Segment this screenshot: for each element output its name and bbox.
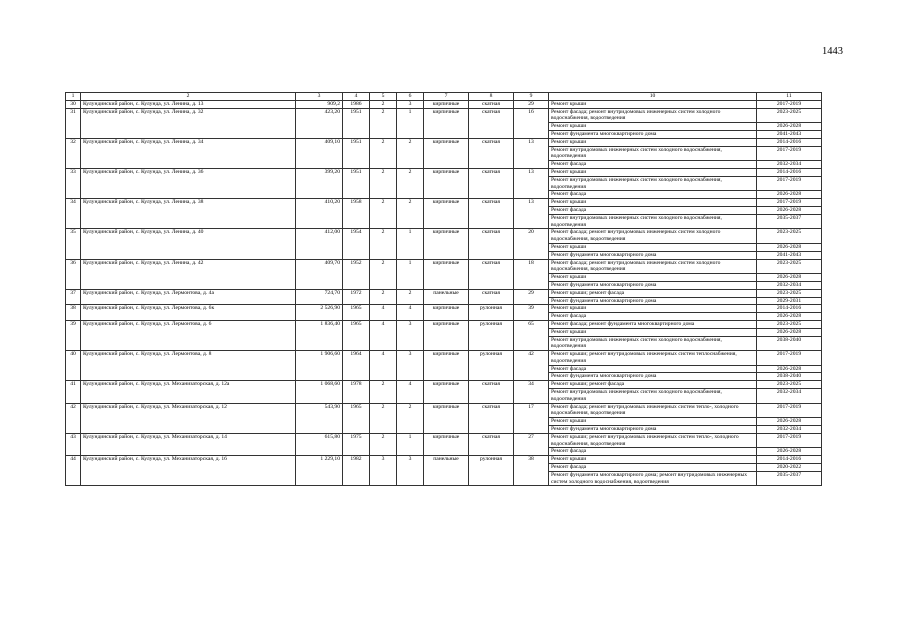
table-row: [66, 305, 822, 313]
wall-material: кирпичные: [424, 108, 469, 138]
wall-material: панельные: [424, 289, 469, 305]
repair-work: Ремонт фундамента многоквартирного дома: [549, 281, 757, 289]
row-number: 33: [66, 168, 81, 198]
entrances-count: 2: [397, 199, 424, 229]
house-area: 409,70: [296, 259, 343, 289]
repair-work: Ремонт крыши: [549, 100, 757, 108]
roof-type: скатная: [469, 100, 514, 108]
repair-period: 2032-2034: [757, 161, 822, 169]
repair-work: Ремонт крыши: [549, 274, 757, 282]
floors-count: 4: [370, 320, 397, 350]
wall-material: кирпичные: [424, 320, 469, 350]
house-area: 2 526,90: [296, 305, 343, 321]
build-year: 1975: [343, 433, 370, 455]
repair-work: Ремонт фасада: [549, 191, 757, 199]
entrances-count: 1: [397, 433, 424, 455]
house-address: Кулундинский район, с. Кулунда, ул. Механизаторская, д. 14: [81, 433, 296, 455]
repair-period: 2029-2031: [757, 297, 822, 305]
repair-work: Ремонт крыши: [549, 418, 757, 426]
table-row: [66, 138, 822, 146]
wear-percent: 18: [514, 259, 549, 289]
house-area: 410,20: [296, 199, 343, 229]
roof-type: скатная: [469, 403, 514, 433]
house-address: Кулундинский район, с. Кулунда, ул. Лермонтова, д. 6к: [81, 305, 296, 321]
repair-period: 2023-2025: [757, 289, 822, 297]
repair-work: Ремонт фундамента многоквартирного дома: [549, 426, 757, 434]
house-area: 423,20: [296, 108, 343, 138]
wall-material: кирпичные: [424, 259, 469, 289]
house-address: Кулундинский район, с. Кулунда, ул. Ленина, д. 36: [81, 168, 296, 198]
roof-type: скатная: [469, 108, 514, 138]
row-number: 36: [66, 259, 81, 289]
repair-period: 2017-2019: [757, 199, 822, 207]
roof-type: скатная: [469, 259, 514, 289]
roof-type: скатная: [469, 289, 514, 305]
wall-material: кирпичные: [424, 433, 469, 455]
entrances-count: 2: [397, 289, 424, 305]
roof-type: скатная: [469, 381, 514, 403]
table-row: [66, 289, 822, 297]
house-area: 409,10: [296, 138, 343, 168]
repair-work: Ремонт крыши: [549, 138, 757, 146]
wall-material: кирпичные: [424, 403, 469, 433]
table-row: [66, 259, 822, 274]
repair-period: 2032-2034: [757, 426, 822, 434]
wall-material: кирпичные: [424, 351, 469, 381]
wear-percent: 13: [514, 138, 549, 168]
row-number: 31: [66, 108, 81, 138]
floors-count: 2: [370, 138, 397, 168]
repair-work: Ремонт фасада; ремонт внутридомовых инженерных систем холодного водоснабжения, водоотведения: [549, 108, 757, 123]
table-row: [66, 168, 822, 176]
build-year: 1965: [343, 305, 370, 321]
house-area: 1 068,60: [296, 381, 343, 403]
roof-type: рулонная: [469, 351, 514, 381]
build-year: 1964: [343, 351, 370, 381]
repair-work: Ремонт фасада; ремонт фундамента многоквартирного дома: [549, 320, 757, 328]
repair-period: 2026-2028: [757, 448, 822, 456]
repair-period: 2041-2043: [757, 251, 822, 259]
house-area: 1 836,40: [296, 320, 343, 350]
column-header: 5: [370, 93, 397, 101]
repair-work: Ремонт крыши: [549, 123, 757, 131]
repair-period: 2026-2028: [757, 123, 822, 131]
repair-period: 2026-2028: [757, 328, 822, 336]
repair-period: 2023-2025: [757, 259, 822, 274]
table-row: [66, 403, 822, 418]
repair-work: Ремонт фасада: [549, 161, 757, 169]
floors-count: 2: [370, 381, 397, 403]
repair-period: 2026-2028: [757, 418, 822, 426]
build-year: 1982: [343, 456, 370, 486]
roof-type: рулонная: [469, 320, 514, 350]
wall-material: кирпичные: [424, 168, 469, 198]
repair-work: Ремонт крыши; ремонт фасада: [549, 381, 757, 389]
repair-period: 2026-2028: [757, 206, 822, 214]
repair-period: 2035-2037: [757, 471, 822, 486]
entrances-count: 3: [397, 456, 424, 486]
repair-period: 2038-2040: [757, 336, 822, 351]
repair-work: Ремонт фундамента многоквартирного дома: [549, 251, 757, 259]
page-number: 1443: [822, 46, 843, 57]
house-area: 412,00: [296, 229, 343, 259]
build-year: 1978: [343, 381, 370, 403]
wall-material: кирпичные: [424, 100, 469, 108]
house-address: Кулундинский район, с. Кулунда, ул. Механизаторская, д. 12а: [81, 381, 296, 403]
repair-period: 2035-2037: [757, 214, 822, 229]
house-area: 909,2: [296, 100, 343, 108]
repair-period: 2032-2034: [757, 389, 822, 404]
floors-count: 2: [370, 259, 397, 289]
floors-count: 2: [370, 289, 397, 305]
column-header: 1: [66, 93, 81, 101]
row-number: 30: [66, 100, 81, 108]
wear-percent: 13: [514, 199, 549, 229]
repair-work: Ремонт фундамента многоквартирного дома; ремонт внутридомовых инженерных систем холодного водоснабжения, водоотведения: [549, 471, 757, 486]
floors-count: 3: [370, 456, 397, 486]
column-header: 6: [397, 93, 424, 101]
repair-period: 2041-2043: [757, 130, 822, 138]
column-header: 11: [757, 93, 822, 101]
floors-count: 2: [370, 168, 397, 198]
entrances-count: 1: [397, 108, 424, 138]
house-address: Кулундинский район, с. Кулунда, ул. Ленина, д. 13: [81, 100, 296, 108]
repair-period: 2026-2028: [757, 274, 822, 282]
repair-work: Ремонт крыши: [549, 328, 757, 336]
roof-type: скатная: [469, 168, 514, 198]
row-number: 42: [66, 403, 81, 433]
repair-work: Ремонт крыши: [549, 199, 757, 207]
build-year: 1952: [343, 259, 370, 289]
wall-material: кирпичные: [424, 305, 469, 321]
repair-period: 2017-2019: [757, 403, 822, 418]
repair-work: Ремонт фасада: [549, 448, 757, 456]
entrances-count: 4: [397, 381, 424, 403]
repair-work: Ремонт фундамента многоквартирного дома: [549, 130, 757, 138]
build-year: 1951: [343, 168, 370, 198]
wall-material: панельные: [424, 456, 469, 486]
build-year: 1954: [343, 229, 370, 259]
wear-percent: 65: [514, 320, 549, 350]
house-area: 1 229,10: [296, 456, 343, 486]
wall-material: кирпичные: [424, 199, 469, 229]
table-row: [66, 433, 822, 448]
repair-work: Ремонт крыши; ремонт внутридомовых инженерных систем тепло-, холодного водоснабжения, водоотведения: [549, 433, 757, 448]
repair-period: 2014-2016: [757, 168, 822, 176]
wall-material: кирпичные: [424, 229, 469, 259]
wear-percent: 34: [514, 381, 549, 403]
register-table: [65, 92, 822, 486]
floors-count: 2: [370, 199, 397, 229]
build-year: 1951: [343, 138, 370, 168]
repair-work: Ремонт фасада: [549, 464, 757, 472]
entrances-count: 2: [397, 138, 424, 168]
repair-work: Ремонт внутридомовых инженерных систем холодного водоснабжения, водоотведения: [549, 146, 757, 161]
repair-work: Ремонт внутридомовых инженерных систем холодного водоснабжения, водоотведения: [549, 336, 757, 351]
table-row: [66, 381, 822, 389]
column-header: 10: [549, 93, 757, 101]
house-address: Кулундинский район, с. Кулунда, ул. Ленина, д. 34: [81, 138, 296, 168]
table-row: [66, 229, 822, 244]
roof-type: скатная: [469, 199, 514, 229]
repair-period: 2017-2019: [757, 146, 822, 161]
wear-percent: 17: [514, 403, 549, 433]
floors-count: 2: [370, 100, 397, 108]
house-address: Кулундинский район, с. Кулунда, ул. Лермонтова, д. 8: [81, 351, 296, 381]
repair-period: 2026-2028: [757, 243, 822, 251]
roof-type: рулонная: [469, 456, 514, 486]
row-number: 38: [66, 305, 81, 321]
house-area: 615,80: [296, 433, 343, 455]
column-number-row: [66, 93, 822, 101]
roof-type: скатная: [469, 138, 514, 168]
roof-type: рулонная: [469, 305, 514, 321]
wear-percent: 29: [514, 100, 549, 108]
row-number: 39: [66, 320, 81, 350]
repair-period: 2023-2025: [757, 320, 822, 328]
repair-work: Ремонт фасада; ремонт внутридомовых инженерных систем холодного водоснабжения, водоотведения: [549, 259, 757, 274]
floors-count: 2: [370, 229, 397, 259]
repair-work: Ремонт фундамента многоквартирного дома: [549, 373, 757, 381]
row-number: 40: [66, 351, 81, 381]
entrances-count: 1: [397, 259, 424, 289]
build-year: 1958: [343, 199, 370, 229]
repair-period: 2014-2016: [757, 456, 822, 464]
repair-work: Ремонт фасада: [549, 313, 757, 321]
column-header: 7: [424, 93, 469, 101]
repair-work: Ремонт крыши; ремонт внутридомовых инженерных систем теплоснабжения, водоотведения: [549, 351, 757, 366]
house-address: Кулундинский район, с. Кулунда, ул. Ленина, д. 42: [81, 259, 296, 289]
wear-percent: 29: [514, 289, 549, 305]
table-row: [66, 100, 822, 108]
roof-type: скатная: [469, 229, 514, 259]
column-header: 9: [514, 93, 549, 101]
house-address: Кулундинский район, с. Кулунда, ул. Механизаторская, д. 16: [81, 456, 296, 486]
column-header: 2: [81, 93, 296, 101]
column-header: 3: [296, 93, 343, 101]
repair-work: Ремонт внутридомовых инженерных систем холодного водоснабжения, водоотведения: [549, 214, 757, 229]
wear-percent: 27: [514, 433, 549, 455]
repair-period: 2032-2034: [757, 281, 822, 289]
repair-period: 2023-2025: [757, 108, 822, 123]
row-number: 34: [66, 199, 81, 229]
entrances-count: 2: [397, 403, 424, 433]
wear-percent: 39: [514, 305, 549, 321]
wear-percent: 20: [514, 229, 549, 259]
repair-work: Ремонт фасада: [549, 206, 757, 214]
repair-work: Ремонт внутридомовых инженерных систем холодного водоснабжения, водоотведения: [549, 389, 757, 404]
repair-work: Ремонт крыши: [549, 243, 757, 251]
repair-work: Ремонт крыши: [549, 168, 757, 176]
house-address: Кулундинский район, с. Кулунда, ул. Ленина, д. 38: [81, 199, 296, 229]
repair-period: 2023-2025: [757, 229, 822, 244]
repair-work: Ремонт крыши: [549, 456, 757, 464]
repair-work: Ремонт фундамента многоквартирного дома: [549, 297, 757, 305]
repair-period: 2017-2019: [757, 351, 822, 366]
repair-work: Ремонт фасада; ремонт внутридомовых инженерных систем холодного водоснабжения, водоотведения: [549, 229, 757, 244]
wear-percent: 16: [514, 108, 549, 138]
house-address: Кулундинский район, с. Кулунда, ул. Лермонтова, д. 4а: [81, 289, 296, 305]
house-area: 399,20: [296, 168, 343, 198]
row-number: 41: [66, 381, 81, 403]
roof-type: скатная: [469, 433, 514, 455]
entrances-count: 3: [397, 320, 424, 350]
repair-work: Ремонт крыши; ремонт фасада: [549, 289, 757, 297]
floors-count: 2: [370, 433, 397, 455]
repair-work: Ремонт фасада: [549, 365, 757, 373]
repair-period: 2017-2019: [757, 176, 822, 191]
repair-period: 2014-2016: [757, 305, 822, 313]
house-area: 1 906,60: [296, 351, 343, 381]
wall-material: кирпичные: [424, 138, 469, 168]
floors-count: 4: [370, 305, 397, 321]
repair-period: 2017-2019: [757, 433, 822, 448]
row-number: 37: [66, 289, 81, 305]
table-row: [66, 351, 822, 366]
repair-period: 2026-2028: [757, 191, 822, 199]
house-address: Кулундинский район, с. Кулунда, ул. Ленина, д. 40: [81, 229, 296, 259]
floors-count: 4: [370, 351, 397, 381]
repair-period: 2026-2028: [757, 313, 822, 321]
house-address: Кулундинский район, с. Кулунда, ул. Лермонтова, д. 6: [81, 320, 296, 350]
repair-period: 2014-2016: [757, 138, 822, 146]
build-year: 1965: [343, 320, 370, 350]
house-address: Кулундинский район, с. Кулунда, ул. Механизаторская, д. 12: [81, 403, 296, 433]
column-header: 8: [469, 93, 514, 101]
wear-percent: 38: [514, 456, 549, 486]
row-number: 32: [66, 138, 81, 168]
wall-material: кирпичные: [424, 381, 469, 403]
entrances-count: 3: [397, 100, 424, 108]
entrances-count: 1: [397, 229, 424, 259]
build-year: 1986: [343, 100, 370, 108]
repair-work: Ремонт внутридомовых инженерных систем холодного водоснабжения, водоотведения: [549, 176, 757, 191]
house-area: 724,70: [296, 289, 343, 305]
build-year: 1965: [343, 403, 370, 433]
repair-period: 2017-2019: [757, 100, 822, 108]
wear-percent: 13: [514, 168, 549, 198]
repair-work: Ремонт крыши: [549, 305, 757, 313]
repair-period: 2026-2028: [757, 365, 822, 373]
house-address: Кулундинский район, с. Кулунда, ул. Ленина, д. 32: [81, 108, 296, 138]
table-row: [66, 320, 822, 328]
repair-work: Ремонт фасада; ремонт внутридомовых инженерных систем тепло-, холодного водоснабжения, водоотведения: [549, 403, 757, 418]
column-header: 4: [343, 93, 370, 101]
row-number: 44: [66, 456, 81, 486]
wear-percent: 42: [514, 351, 549, 381]
entrances-count: 3: [397, 351, 424, 381]
entrances-count: 4: [397, 305, 424, 321]
house-area: 543,90: [296, 403, 343, 433]
table-row: [66, 456, 822, 464]
floors-count: 2: [370, 108, 397, 138]
row-number: 35: [66, 229, 81, 259]
build-year: 1951: [343, 108, 370, 138]
repair-period: 2023-2025: [757, 381, 822, 389]
table-row: [66, 199, 822, 207]
entrances-count: 2: [397, 168, 424, 198]
repair-period: 2020-2022: [757, 464, 822, 472]
repair-period: 2038-2040: [757, 373, 822, 381]
floors-count: 2: [370, 403, 397, 433]
table-row: [66, 108, 822, 123]
build-year: 1972: [343, 289, 370, 305]
row-number: 43: [66, 433, 81, 455]
